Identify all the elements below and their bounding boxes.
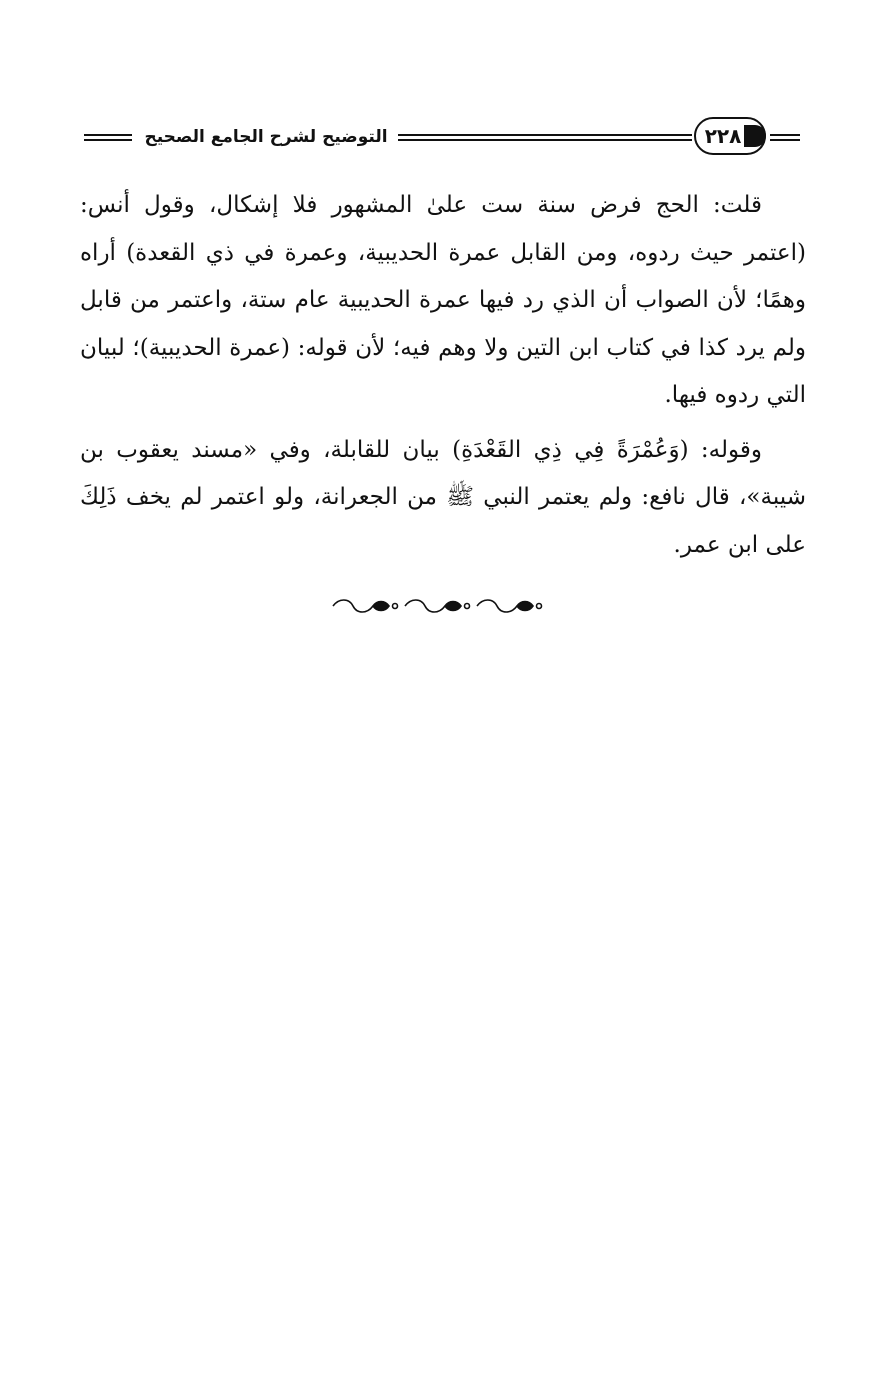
header-rule-middle (398, 134, 692, 141)
page-header (80, 116, 804, 160)
section-ornament (0, 596, 873, 620)
paragraph-1: قلت: الحج فرض سنة ست علىٰ المشهور فلا إشكال، وقول أنس: (اعتمر حيث ردوه، ومن القابل عمرة الحديبية، وعمرة في ذي القعدة) أراه وهمًا؛ لأن الصواب أن الذي رد فيها عمرة الحديبية عام ستة، واعتمر من قابل ولم يرد كذا في كتاب ابن التين ولا وهم فيه؛ لأن قوله: (عمرة الحديبية)؛ لبيان التي ردوه فيها. (80, 192, 806, 408)
ornament-segment (405, 600, 470, 612)
page-number: ٢٢٨ (704, 124, 742, 148)
body-text (80, 182, 806, 569)
running-title: التوضيح لشرح الجامع الصحيح (144, 127, 388, 147)
header-rule-left (84, 134, 132, 141)
page-number-badge (694, 117, 766, 155)
floral-divider-icon (329, 596, 545, 616)
ornament-segment (333, 600, 398, 612)
paragraph-2: وقوله: (وَعُمْرَةً فِي ذِي القَعْدَةِ) بيان للقابلة، وفي «مسند يعقوب بن شيبة»، قال نافع: ولم يعتمر النبي ﷺ من الجعرانة، ولو اعتمر لم يخف ذَلِكَ على ابن عمر. (80, 436, 806, 558)
ornament-segment (477, 600, 542, 612)
header-rule-right (770, 134, 800, 141)
